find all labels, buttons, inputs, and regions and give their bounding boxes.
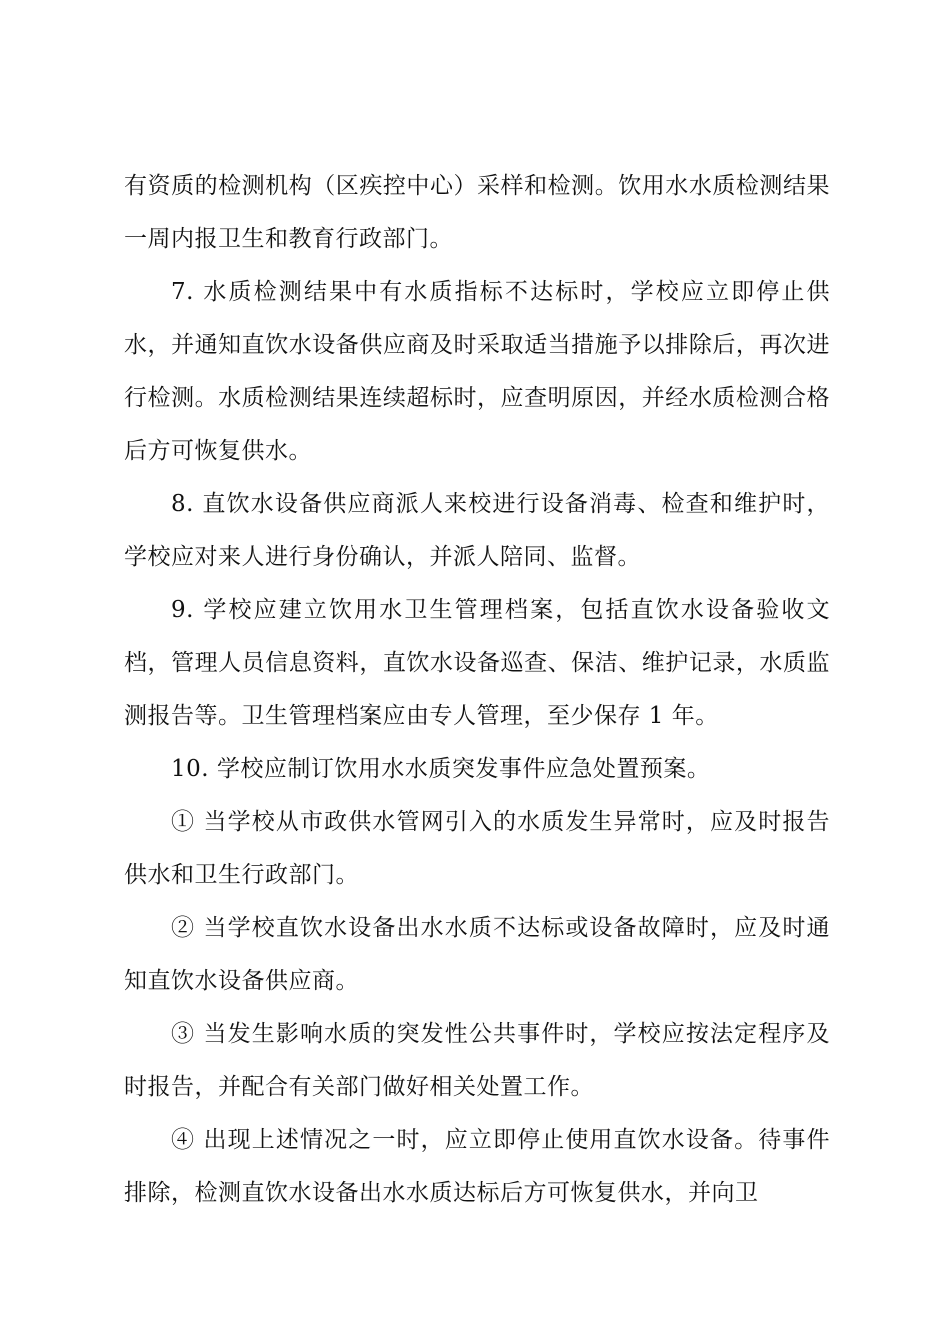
paragraph-item-9: 9. 学校应建立饮用水卫生管理档案，包括直饮水设备验收文档，管理人员信息资料，直饮水设备巡查、保洁、维护记录，水质监测报告等。卫生管理档案应由专人管理，至少保存 1 年。 [124, 597, 830, 729]
paragraph-subitem-2: ② 当学校直饮水设备出水水质不达标或设备故障时，应及时通知直饮水设备供应商。 [124, 915, 830, 994]
paragraph-subitem-1: ① 当学校从市政供水管网引入的水质发生异常时，应及时报告供水和卫生行政部门。 [124, 809, 830, 888]
paragraph-item-8: 8. 直饮水设备供应商派人来校进行设备消毒、检查和维护时，学校应对来人进行身份确认，并派人陪同、监督。 [124, 491, 830, 570]
paragraph-item-7: 7. 水质检测结果中有水质指标不达标时，学校应立即停止供水，并通知直饮水设备供应商及时采取适当措施予以排除后，再次进行检测。水质检测结果连续超标时，应查明原因，并经水质检测合格后方可恢复供水。 [124, 279, 830, 464]
document-body [124, 160, 830, 1220]
paragraph-item-10: 10. 学校应制订饮用水水质突发事件应急处置预案。 [171, 756, 711, 782]
paragraph-subitem-3: ③ 当发生影响水质的突发性公共事件时，学校应按法定程序及时报告，并配合有关部门做好相关处置工作。 [124, 1021, 830, 1100]
paragraph-subitem-4: ④ 出现上述情况之一时，应立即停止使用直饮水设备。待事件排除，检测直饮水设备出水水质达标后方可恢复供水，并向卫 [124, 1127, 830, 1206]
paragraph-continuation: 有资质的检测机构（区疾控中心）采样和检测。饮用水水质检测结果一周内报卫生和教育行政部门。 [124, 173, 830, 252]
